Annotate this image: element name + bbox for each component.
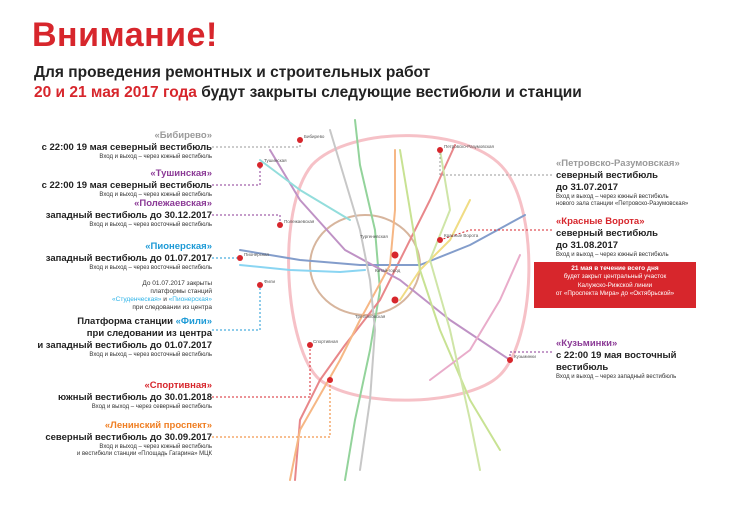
closure-text: с 22:00 19 мая северный вестибюль [41,179,212,191]
pink-line [430,255,520,380]
station-name: «Пионерская» [168,296,212,304]
station-name: «Кузьминки» [556,338,618,349]
leader-polezhaevskaya [212,215,280,225]
entry-note-2: и вестибюли станции «Площадь Гагарина» МЦК [76,451,212,458]
closed-marker [257,162,263,168]
closed-marker [277,222,283,228]
closure-dates: 20 и 21 мая 2017 года [34,84,197,101]
closed-marker [437,237,443,243]
notice-pionerskaya [22,241,212,272]
closure-text: с 22:00 19 мая восточный вестибюль [556,349,677,373]
closure-text: южный вестибюль до 30.01.2018 [58,391,212,403]
entry-note: Вход и выход – через южный вестибюль [99,153,212,160]
station-name: «Петровско-Разумовская» [556,158,680,169]
closure-mid: платформы станций [150,288,212,296]
direction-text: при следовании из центра [86,327,212,339]
closed-marker [392,297,399,304]
map-label: Бибирево [304,134,325,139]
closed-marker [237,255,243,261]
closed-marker [257,282,263,288]
leader-fili [212,285,260,330]
red-line [295,145,455,480]
map-label: Красные Ворота [444,233,479,238]
mcc-ring [289,136,529,401]
banner-line-4: от «Проспекта Мира» до «Октябрьской» [555,289,675,297]
closure-text: западный вестибюль до 30.12.2017 [45,209,212,221]
station-name: «Спортивная» [144,380,212,391]
notice-kuzminki [556,338,730,381]
map-label: Пионерская [244,252,269,257]
closure-text-2: до 31.08.2017 [556,239,619,251]
notice-krasnye-vorota [556,216,669,259]
notice-petrovsko-razumovskaya [556,158,688,209]
entry-note: Вход и выход – через южный вестибюль [556,251,669,258]
closed-marker [507,357,513,363]
station-name: «Полежаевская» [134,198,212,209]
entry-note: Вход и выход – через восточный вестибюль [89,221,212,228]
closure-post: при следовании из центра [132,304,212,312]
notice-fili [22,316,212,359]
conjunction: и [161,296,169,304]
lightgreen-line [400,150,500,450]
map-label: Тушинская [264,158,287,163]
closed-marker [392,252,399,259]
notice-bibirevo [22,130,212,161]
closure-text-1: северный вестибюль [556,169,658,181]
subtitle-line-1: Для проведения ремонтных и строительных работ [34,64,431,81]
entry-note-2: нового зала станции «Петровско-Разумовская» [556,201,689,208]
closure-text-2: до 31.07.2017 [556,181,619,193]
map-label: Петровско-Разумовская [444,144,494,149]
leader-bibirevo [212,140,300,147]
closed-marker [327,377,333,383]
banner-line-1: 21 мая в течение всего дня [571,265,659,272]
station-name: «Пионерская» [145,241,212,252]
closed-marker [297,137,303,143]
subtitle-rest: будут закрыты следующие вестибюли и станции [196,84,582,101]
grey-line [330,130,375,470]
closure-text: с 22:00 19 мая северный вестибюль [41,141,212,153]
station-name: «Ленинский проспект» [104,420,212,431]
banner-line-2: будет закрыт центральный участок [563,273,667,281]
notice-tushinskaya [22,168,212,199]
notice-leninsky [22,420,212,459]
platform-line [22,316,212,328]
station-name: «Красные Ворота» [556,216,645,227]
station-name: «Тушинская» [150,168,212,179]
darkblue-line [240,215,525,265]
closure-text-1: северный вестибюль [556,227,658,239]
entry-note: Вход и выход – через южный вестибюль [99,191,212,198]
map-label: Спортивная [313,339,338,344]
entry-note: Вход и выход – через южный вестибюль [99,443,212,450]
map-label: Третьяковская [355,314,386,319]
notice-polezhaevskaya [22,198,212,229]
closure-text: северный вестибюль до 30.09.2017 [45,431,212,443]
leader-tushinskaya [212,165,260,185]
turquoise-line [260,160,350,220]
banner-line-3: Калужско-Рижской линии [577,281,653,289]
map-label: Фили [264,279,276,284]
lightblue-line [240,265,365,272]
map-label: Полежаевская [284,219,315,224]
green-line [345,120,380,480]
leader-sportivnaya [212,345,310,397]
closure-text: и западный вестибюль до 01.07.2017 [37,339,212,351]
map-label: Китай-город [375,268,401,273]
platform-pre: Платформа станции [77,316,176,327]
closure-banner [534,262,696,308]
notice-platforms [22,280,212,313]
entry-note: Вход и выход – через западный вестибюль [556,373,677,380]
closure-pre: До 01.07.2017 закрыты [142,280,212,287]
closed-marker [437,147,443,153]
map-label: Тургеневская [360,234,388,239]
notice-sportivnaya [22,380,212,411]
entry-note: Вход и выход – через восточный вестибюль [89,264,212,271]
closure-text: западный вестибюль до 01.07.2017 [45,252,212,264]
entry-note: Вход и выход – через южный вестибюль [556,193,669,200]
station-name: «Студенческая» [112,296,162,304]
station-name: «Фили» [175,316,212,327]
platform-stations [22,296,212,304]
page-title: Внимание! [32,16,218,54]
station-name: «Бибирево» [154,130,212,141]
entry-note: Вход и выход – через восточный вестибюль [89,351,212,358]
map-label: Кузьминки [514,354,536,359]
entry-note: Вход и выход – через северный вестибюль [91,403,212,410]
